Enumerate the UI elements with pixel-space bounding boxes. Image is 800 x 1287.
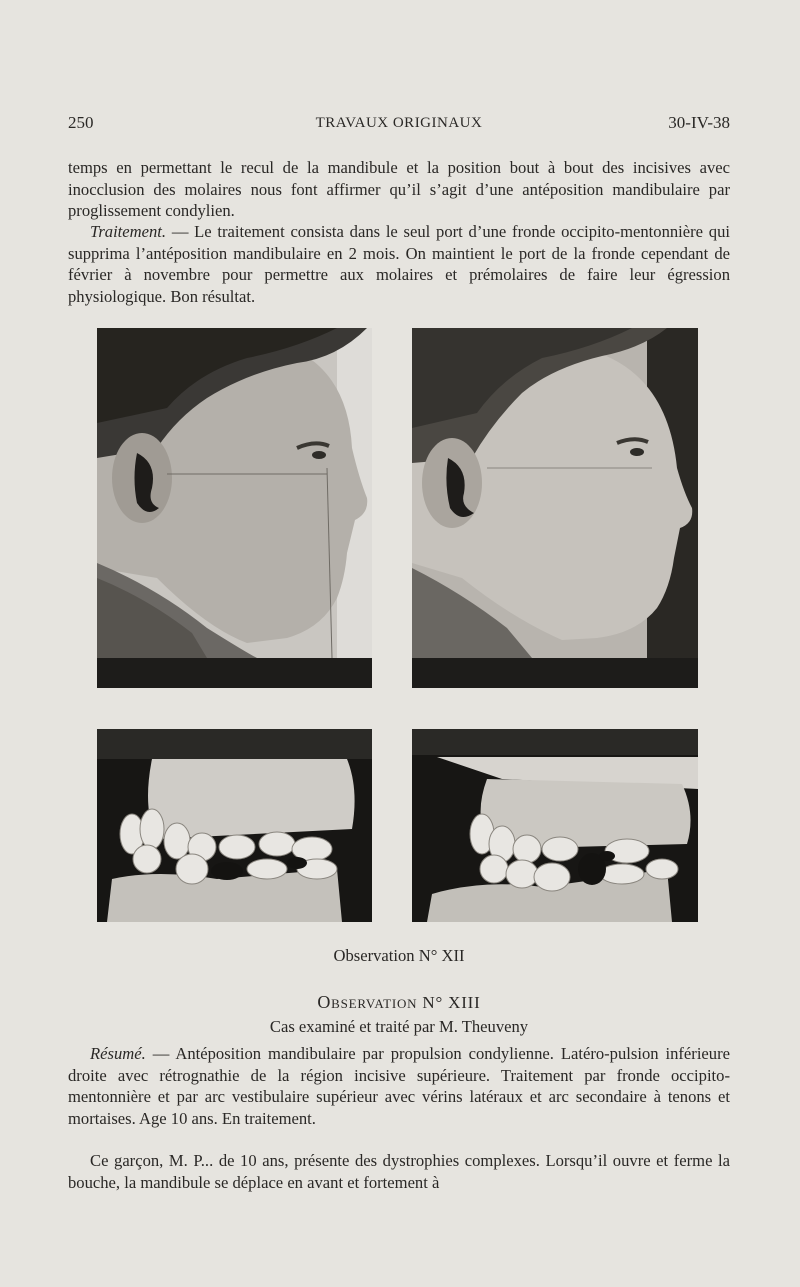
final-paragraph <box>68 1150 730 1193</box>
issue-date: 30-IV-38 <box>668 113 730 132</box>
section-heading-number: N° XIII <box>417 993 481 1012</box>
traitement-paragraph <box>68 221 730 307</box>
page-number: 250 <box>68 113 94 132</box>
dental-cast-after <box>412 729 698 922</box>
running-head <box>68 113 730 137</box>
resume-label: Résumé. <box>90 1044 146 1063</box>
final-paragraph-text: Ce garçon, M. P... de 10 ans, présente des dystrophies complexes. Lorsqu’il ouvre et ferme la bouche, la mandibule se déplace en avant et fortement à <box>68 1151 730 1192</box>
journal-title: TRAVAUX ORIGINAUX <box>315 115 483 131</box>
section-subheading: Cas examiné et traité par M. Theuveny <box>269 1017 529 1036</box>
figure-caption: Observation N° XII <box>333 946 465 965</box>
section-heading-prefix: Observation <box>317 992 418 1012</box>
profile-photo-before <box>97 328 372 688</box>
resume-paragraph <box>68 1043 730 1129</box>
intro-paragraph: temps en permettant le recul de la mandibule et la position bout à bout des incisives avec inocclusion des molaires nous font affirmer qu’il s’agit d’une antéposition mandibulaire par proglissement condylien. <box>68 158 730 220</box>
resume-text: — Antéposition mandibulaire par propulsion condylienne. Latéro-pulsion inférieure droite avec rétrognathie de la région incisive supérieure. Traitement par fronde occipito-mentonnière et par arc vestibulaire supérieur avec vérins latéraux et arc secondaire à tenons et mortaises. Age 10 ans. En traitement. <box>68 1044 730 1128</box>
traitement-label: Traitement. <box>90 222 167 241</box>
traitement-text: — Le traitement consista dans le seul port d’une fronde occipito-mentonnière qui supprima l’antéposition mandibulaire en 2 mois. On maintient le port de la fronde cependant de février à novembre pour permettre aux molaires et prémolaires de faire leur égression physiologique. Bon résultat. <box>68 222 730 306</box>
profile-photo-after <box>412 328 698 688</box>
section-heading <box>68 992 730 1013</box>
dental-cast-before <box>97 729 372 922</box>
